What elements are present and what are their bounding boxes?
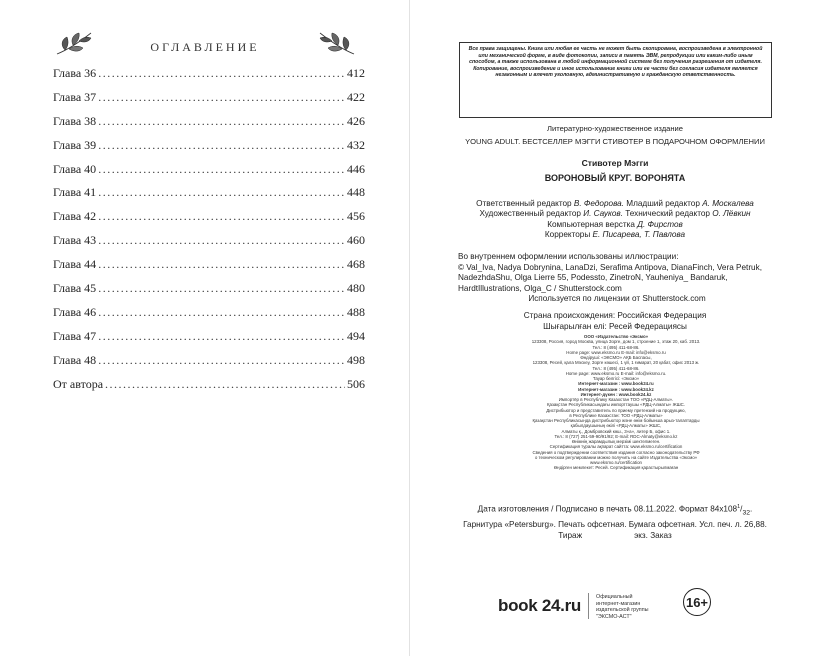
- publisher-line: Тел.: 8 (495) 411-68-86.: [592, 344, 640, 350]
- format-period: .: [750, 504, 753, 514]
- illustration-list: © Val_Iva, Nadya Dobrynina, LanaDzi, Serafima Antipova, DianaFinch, Vera Petruk, NadezhdaShu, Olga Lierre 55, Podessto, ZinetroN, Yauheniya_ Bandaruk, HardtIllustrations, Olga_C / Shutterstock.com: [458, 262, 762, 293]
- format-slash: /: [740, 504, 743, 514]
- toc-entry-page: 498: [347, 352, 365, 367]
- publisher-info: [470, 334, 762, 471]
- publisher-line: о техническом регулировании можно получить на сайте Издательства «Эксмо»: [534, 454, 698, 460]
- toc-entry-label: Глава 48: [53, 352, 97, 367]
- toc-leader-dots: [98, 162, 345, 177]
- toc-entry: [53, 233, 365, 257]
- toc-leader-dots: [98, 185, 345, 200]
- editorial-credits: [452, 199, 778, 240]
- toc-entry-page: 480: [347, 281, 365, 296]
- toc-entry: [53, 90, 365, 114]
- toc-entry: [53, 138, 365, 162]
- official-shop-note: [596, 594, 676, 620]
- toc-entry-page: 432: [347, 137, 365, 152]
- country-line-ru: Страна происхождения: Российская Федерация: [523, 311, 707, 320]
- toc-entry-label: Глава 37: [53, 89, 97, 104]
- toc-entry-label: Глава 43: [53, 233, 97, 248]
- print-line-2: Гарнитура «Petersburg». Печать офсетная. Бумага офсетная. Усл. печ. л. 26,88.: [463, 519, 767, 529]
- age-rating-badge: 16+: [683, 588, 711, 616]
- toc-leader-dots: [98, 114, 345, 129]
- toc-leader-dots: [98, 209, 345, 224]
- toc-entry-page: 422: [347, 89, 365, 104]
- toc-entry-label: Глава 44: [53, 257, 97, 272]
- toc-title: ОГЛАВЛЕНИЕ: [150, 40, 260, 54]
- format-numerator: 1: [737, 504, 741, 510]
- toc-entry-page: 460: [347, 233, 365, 248]
- toc-entry: [53, 209, 365, 233]
- print-line-3: [440, 530, 790, 541]
- logo-divider: [588, 593, 589, 619]
- toc-entry-page: 426: [347, 113, 365, 128]
- toc-leader-dots: [98, 305, 345, 320]
- toc-entry-page: 506: [347, 376, 365, 391]
- toc-entry-label: Глава 47: [53, 328, 97, 343]
- toc-entry-label: Глава 46: [53, 304, 97, 319]
- credit-line: [452, 220, 778, 230]
- credit-person: А. Москалева: [702, 199, 754, 208]
- credit-role: Младший редактор: [626, 199, 700, 208]
- author-name: Стивотер Мэгги: [581, 158, 649, 168]
- toc-entry-page: 446: [347, 161, 365, 176]
- publisher-line: Қазақстан Республикасында дистрибьютор және өнім бойынша арыз-талаптарды: [532, 418, 700, 423]
- toc-entry-page: 456: [347, 209, 365, 224]
- publisher-line: Өндірген мемлекет: Ресей. Сертификация қарастырылмаған: [553, 465, 679, 471]
- credit-person: Е. Писарева, Т. Павлова: [592, 229, 686, 239]
- publisher-line: Home page: www.eksmo.ru E-mail: info@eksmo.ru.: [565, 370, 667, 376]
- credit-line: [452, 209, 778, 219]
- country-line-kz: Шығарылған елі: Ресей Федерациясы: [543, 322, 687, 331]
- toc-entry-label: Глава 39: [53, 137, 97, 152]
- shop-note-line: "ЭКСМО-АСТ": [596, 613, 632, 620]
- toc-entry: [53, 185, 365, 209]
- publisher-line: www.eksmo.ru/certification: [590, 460, 642, 465]
- print-date-format: Дата изготовления / Подписано в печать 08.11.2022. Формат 84х108: [477, 504, 738, 514]
- illustration-intro: Во внутреннем оформлении использованы иллюстрации:: [458, 252, 679, 261]
- toc-entry: [53, 305, 365, 329]
- format-denominator: 32: [742, 509, 751, 517]
- publisher-line: Импортёр в Республику Казахстан ТОО «РДЦ-Алматы».: [558, 397, 674, 402]
- leaf-ornament-icon: [55, 30, 93, 58]
- toc-entry: [53, 281, 365, 305]
- toc-list: [53, 66, 365, 400]
- toc-entry-label: Глава 36: [53, 66, 97, 80]
- toc-entry-label: От автора: [53, 376, 104, 391]
- toc-leader-dots: [98, 329, 345, 344]
- publisher-line: Интернет-магазин : www.book24.ru: [578, 381, 654, 387]
- publisher-line: Қазақстан Республикасындағы импорттаушы «РДЦ-Алматы» ЖШС.: [546, 402, 686, 408]
- publisher-line: Сертификация туралы ақпарат сайтта: www.eksmo.ru/certification: [549, 444, 683, 450]
- toc-entry-page: 412: [347, 66, 365, 80]
- series-line: YOUNG ADULT. БЕСТСЕЛЛЕР МЭГГИ СТИВОТЕР В ПОДАРОЧНОМ ОФОРМЛЕНИИ: [465, 137, 765, 146]
- toc-entry-label: Глава 40: [53, 161, 97, 176]
- publisher-line: Алматы қ., Домбровский көш., 3«а», литер Б, офис 1.: [561, 428, 671, 434]
- publisher-line: 123308, Ресей, қала Мәскеу, Зорге көшесі, 1 үй, 1 ғимарат, 20 қабат, офис 2013 ж.: [532, 360, 700, 366]
- toc-entry-label: Глава 38: [53, 113, 97, 128]
- toc-entry-label: Глава 41: [53, 185, 97, 200]
- toc-entry: [53, 257, 365, 281]
- credit-role: Ответственный редактор: [476, 199, 572, 208]
- copyright-notice-box: Все права защищены. Книга или любая ее часть не может быть скопирована, воспроизведена в электронной или механической форме, в виде фотокопии, записи в память ЭВМ, репродукции или каким-либо иным способом, а также использована в любой информационной системе без получения разрешения от издателя. Копирование, воспроизведение и иное использование книги или ее части без согласия издателя является незаконным и влечет уголовную, административную и гражданскую ответственность.: [459, 42, 772, 118]
- credit-person: В. Федорова.: [573, 199, 624, 208]
- toc-leader-dots: [98, 233, 345, 248]
- credit-role: Художественный редактор: [479, 209, 581, 219]
- credit-role: Компьютерная верстка: [547, 219, 635, 229]
- toc-entry-page: 448: [347, 185, 365, 200]
- book24-logo: book 24.ru: [498, 596, 581, 615]
- publisher-line: Дистрибьютор и представитель по приему претензий на продукцию,: [546, 407, 686, 413]
- book-title: ВОРОНОВЫЙ КРУГ. ВОРОНЯТА: [544, 173, 686, 183]
- toc-entry: [53, 114, 365, 138]
- publisher-line: Интернет-дүкен : www.book24.kz: [580, 391, 652, 397]
- credit-role: Технический редактор: [625, 209, 710, 219]
- toc-leader-dots: [105, 377, 345, 392]
- genre-line: Литературно-художественное издание: [546, 124, 684, 133]
- order-label: экз. Заказ: [634, 530, 672, 540]
- toc-entry-label: Глава 45: [53, 281, 97, 296]
- credit-person: Д. Фирстов: [637, 219, 683, 229]
- publisher-line: Тел.: 8 (495) 411-68-86.: [592, 365, 640, 371]
- leaf-ornament-icon: [318, 30, 356, 58]
- shop-note-line: Официальный: [596, 594, 633, 600]
- publisher-line: Сведения о подтверждении соответствия издания согласно законодательству РФ: [532, 449, 700, 455]
- publisher-line: ООО «Издательство «Эксмо»: [583, 334, 649, 339]
- publisher-line: Home page: www.eksmo.ru E-mail: info@eksmo.ru: [566, 349, 666, 355]
- print-line-1: [440, 502, 790, 519]
- publisher-line: Өндіруші: «ЭКСМО» АҚБ Баспасы,: [580, 355, 652, 360]
- illustration-license: Используется по лицензии от Shutterstock.com: [528, 294, 706, 303]
- toc-entry: [53, 162, 365, 186]
- toc-entry-page: 494: [347, 328, 365, 343]
- publisher-line: Тауар белгісі: «Эксмо»: [592, 376, 640, 381]
- credit-role: Корректоры: [544, 229, 591, 239]
- print-run-label: Тираж: [558, 530, 583, 540]
- country-of-origin: [452, 310, 778, 332]
- publisher-line: в Республике Казахстан: ТОО «РДЦ-Алматы»: [569, 412, 663, 418]
- toc-entry-page: 488: [347, 304, 365, 319]
- toc-leader-dots: [98, 138, 345, 153]
- toc-leader-dots: [98, 66, 345, 81]
- toc-leader-dots: [98, 257, 345, 272]
- publisher-line: Өнімнің жарамдылық мерзімі шектелмеген.: [571, 439, 661, 444]
- shop-note-line: интернет-магазин: [596, 600, 641, 607]
- print-details: [440, 502, 790, 541]
- toc-entry: [53, 353, 365, 377]
- toc-entry: [53, 377, 365, 401]
- toc-entry: [53, 329, 365, 353]
- toc-entry: [53, 66, 365, 90]
- publisher-line: қабылдаушының өкілі «РДЦ-Алматы» ЖШС,: [570, 423, 662, 429]
- toc-leader-dots: [98, 281, 345, 296]
- credit-line: [452, 199, 778, 209]
- publisher-line: Тел.: 8 (727) 251-59-90/91/92; E-mail: RDC-Almaty@eksmo.kz: [554, 433, 678, 439]
- toc-leader-dots: [98, 353, 345, 368]
- toc-entry-page: 468: [347, 257, 365, 272]
- credit-person: О. Лёвкин: [712, 209, 751, 219]
- publisher-line: Интернет-магазин : www.book24.kz: [578, 386, 654, 392]
- credit-line: [452, 230, 778, 240]
- publisher-line: 123308, Россия, город Москва, улица Зорге, дом 1, строение 1, этаж 20, каб. 2013.: [531, 339, 701, 345]
- toc-leader-dots: [98, 90, 345, 105]
- illustration-credits: [458, 252, 776, 305]
- toc-entry-label: Глава 42: [53, 209, 97, 224]
- credit-person: И. Сауков.: [583, 209, 623, 219]
- shop-note-line: издательской группы: [596, 607, 649, 614]
